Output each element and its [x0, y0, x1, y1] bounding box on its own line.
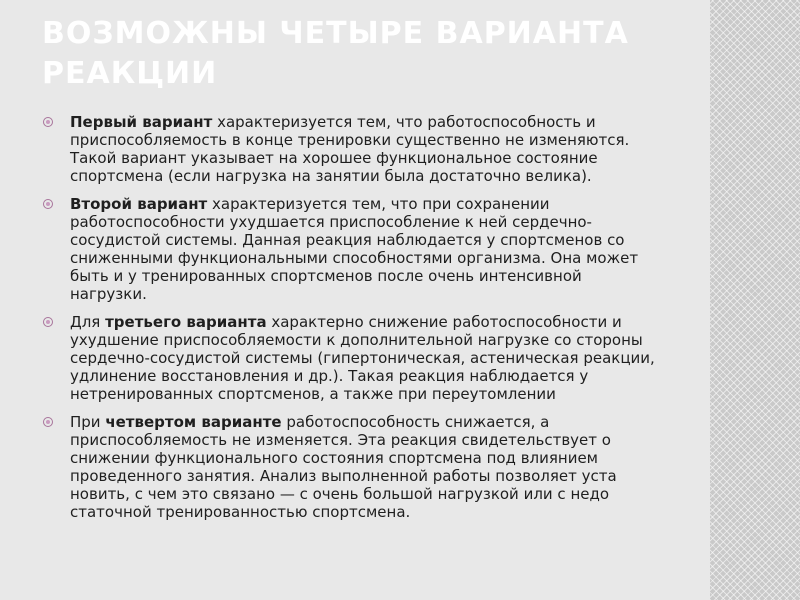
item-line — [70, 413, 720, 431]
list-item — [40, 113, 720, 185]
item-line: ухудшение приспособляемости к дополнительной нагрузке со стороны — [70, 331, 643, 349]
bullet-icon — [43, 117, 53, 127]
item-line: удлинение восстановления и др.). Такая реакция наблюдается у — [70, 367, 589, 385]
item-line: работоспособности ухудшается приспособление к ней сердечно- — [70, 213, 592, 231]
item-bold-term: третьего варианта — [105, 313, 267, 331]
list-item — [40, 413, 720, 521]
item-line: статочной тренированностью спортсмена. — [70, 503, 411, 521]
item-line: снижении функционального состояния спортсмена под влиянием — [70, 449, 598, 467]
variants-list — [40, 113, 720, 531]
item-bold-term: четвертом варианте — [105, 413, 282, 431]
item-line: нетренированных спортсменов, а также при переутомлении — [70, 385, 556, 403]
item-text: работоспособность снижается, а — [281, 413, 550, 431]
item-line: проведенного занятия. Анализ выполненной работы позволяет уста — [70, 467, 617, 485]
bullet-icon — [43, 417, 53, 427]
item-line: нагрузки. — [70, 285, 147, 303]
bullet-icon — [43, 317, 53, 327]
item-line: приспособляемость в конце тренировки существенно не изменяются. — [70, 131, 630, 149]
item-text: характеризуется тем, что работоспособность и — [212, 113, 596, 131]
bullet-icon — [43, 199, 53, 209]
item-text: характерно снижение работоспособности и — [266, 313, 622, 331]
item-line: спортсмена (если нагрузка на занятии была достаточно велика). — [70, 167, 592, 185]
list-item — [40, 195, 720, 303]
item-line: быть и у тренированных спортсменов после очень интенсивной — [70, 267, 582, 285]
item-text: характеризуется тем, что при сохранении — [207, 195, 550, 213]
decorative-side-pattern — [710, 0, 800, 600]
item-line: сердечно-сосудистой системы (гипертоническая, астеническая реакции, — [70, 349, 655, 367]
item-line — [70, 313, 720, 331]
item-line: новить, с чем это связано — с очень большой нагрузкой или с недо — [70, 485, 610, 503]
item-line: Такой вариант указывает на хорошее функциональное состояние — [70, 149, 598, 167]
item-bold-term: Первый вариант — [70, 113, 213, 131]
item-bold-term: Второй вариант — [70, 195, 208, 213]
item-line: сосудистой системы. Данная реакция наблюдается у спортсменов со — [70, 231, 625, 249]
item-line — [70, 195, 720, 213]
item-line — [70, 113, 720, 131]
list-item — [40, 313, 720, 403]
item-text: Для — [70, 313, 106, 331]
item-text: При — [70, 413, 106, 431]
item-line: приспособляемость не изменяется. Эта реакция свидетельствует о — [70, 431, 611, 449]
item-line: сниженными функциональными способностями организма. Она может — [70, 249, 639, 267]
slide-title: ВОЗМОЖНЫ ЧЕТЫРЕ ВАРИАНТА РЕАКЦИИ — [42, 16, 629, 91]
